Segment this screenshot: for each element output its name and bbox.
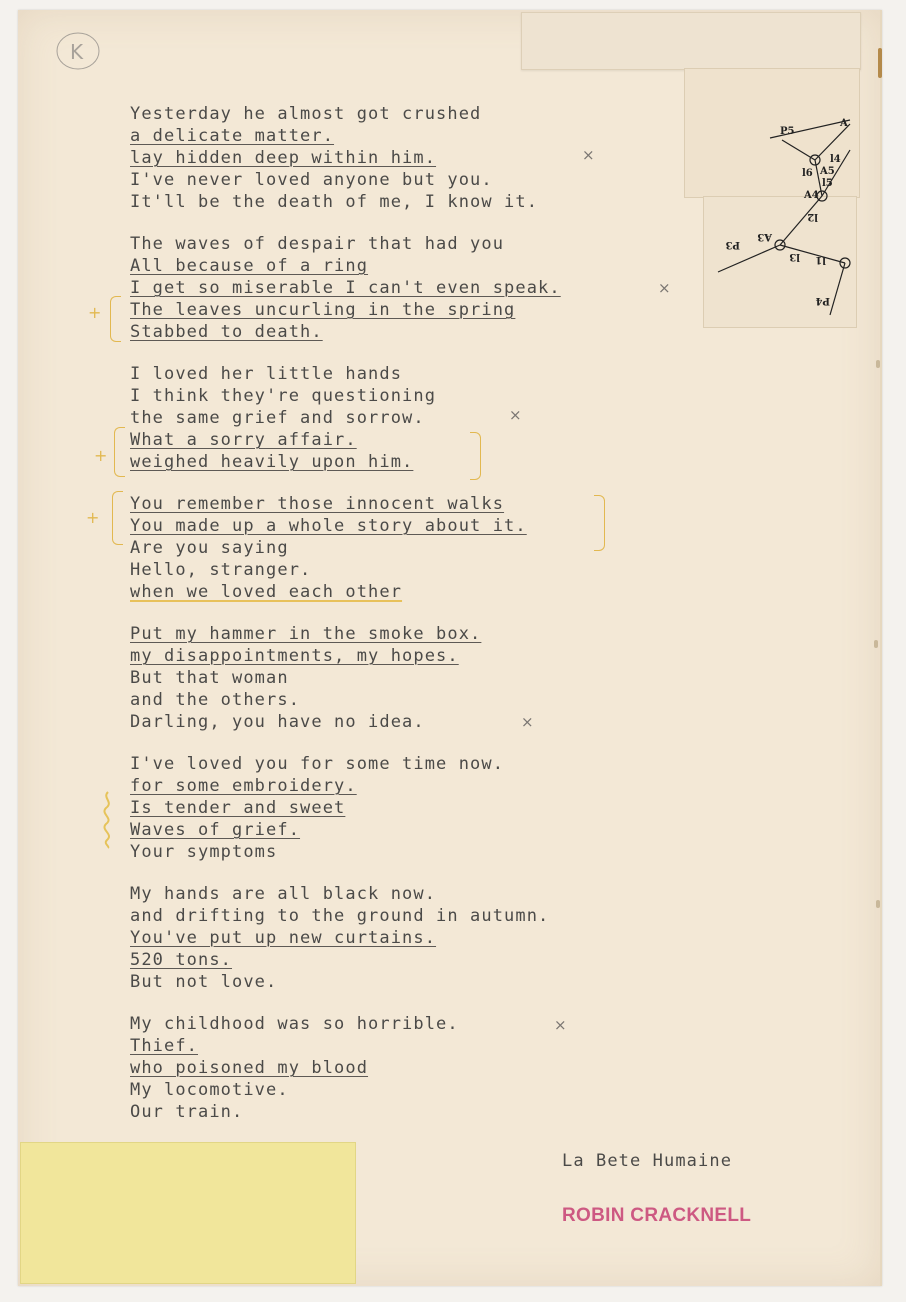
- poem-line: weighed heavily upon him.: [130, 452, 414, 472]
- highlight-bracket: [110, 296, 121, 342]
- highlight-bracket: [112, 491, 123, 545]
- handwritten-scribble: [100, 790, 116, 850]
- stanza: [130, 493, 690, 603]
- poem-line: Are you saying: [130, 538, 289, 558]
- poem-line: Our train.: [130, 1102, 244, 1122]
- masking-tape-strip: [521, 12, 861, 70]
- page-letter: K: [70, 40, 84, 64]
- poem-line: But not love.: [130, 972, 278, 992]
- poem-line: But that woman: [130, 668, 289, 688]
- poem-line: I loved her little hands: [130, 364, 403, 384]
- diagram-label: l6: [802, 168, 813, 179]
- poem-line: You remember those innocent walks: [130, 494, 505, 514]
- plus-mark: +: [94, 446, 108, 465]
- diagram-label: A: [840, 118, 848, 129]
- poem-line: a delicate matter.: [130, 126, 335, 146]
- poem-line: My hands are all black now.: [130, 884, 437, 904]
- poem-line: I've loved you for some time now.: [130, 754, 505, 774]
- poem-line: for some embroidery.: [130, 776, 357, 796]
- diagram-label: l3: [789, 251, 800, 262]
- poem-line: You made up a whole story about it.: [130, 516, 527, 536]
- highlight-bracket: [594, 495, 605, 551]
- paper-edge-tear: [876, 360, 880, 368]
- poem-line: lay hidden deep within him.: [130, 148, 437, 168]
- diagram-label: A5: [820, 166, 835, 177]
- diagram-label: l2: [807, 211, 818, 222]
- cross-mark: ×: [554, 1016, 567, 1034]
- highlight-bracket: [114, 427, 125, 477]
- poem-line: Is tender and sweet: [130, 798, 346, 818]
- page-letter-circle: [54, 30, 102, 72]
- poem-line: Put my hammer in the smoke box.: [130, 624, 482, 644]
- poem-line: What a sorry affair.: [130, 430, 357, 450]
- stanza: [130, 623, 690, 733]
- poem-body: [130, 103, 690, 1143]
- poem-title: La Bete Humaine: [562, 1151, 733, 1171]
- diagram-label: P5: [780, 126, 795, 137]
- plus-mark: +: [88, 303, 102, 322]
- poem-line: Thief.: [130, 1036, 199, 1056]
- poem-line: All because of a ring: [130, 256, 369, 276]
- poem-line: 520 tons.: [130, 950, 233, 970]
- stanza: [130, 753, 690, 863]
- cross-mark: ×: [521, 713, 534, 731]
- poem-line: You've put up new curtains.: [130, 928, 437, 948]
- sticky-note: [20, 1142, 356, 1284]
- poem-line: and drifting to the ground in autumn.: [130, 906, 550, 926]
- poem-line: My locomotive.: [130, 1080, 289, 1100]
- poem-line: my disappointments, my hopes.: [130, 646, 459, 666]
- poem-line: Darling, you have no idea.: [130, 712, 425, 732]
- poem-line: Waves of grief.: [130, 820, 301, 840]
- highlight-bracket: [470, 432, 481, 480]
- paper-edge-tear: [878, 48, 882, 78]
- diagram-label: A3: [757, 231, 772, 242]
- stanza: [130, 233, 690, 343]
- poem-line: Yesterday he almost got crushed: [130, 104, 482, 124]
- poem-line: Hello, stranger.: [130, 560, 312, 580]
- poem-line: the same grief and sorrow.: [130, 408, 425, 428]
- paper-edge-tear: [876, 900, 880, 908]
- diagram-label: l1: [815, 254, 826, 265]
- plus-mark: +: [86, 508, 100, 527]
- poem-line: The waves of despair that had you: [130, 234, 505, 254]
- poem-line: when we loved each other: [130, 582, 403, 602]
- poem-line: and the others.: [130, 690, 301, 710]
- poem-line: Stabbed to death.: [130, 322, 323, 342]
- poem-line: My childhood was so horrible.: [130, 1014, 459, 1034]
- poem-line: I've never loved anyone but you.: [130, 170, 493, 190]
- paper-edge-tear: [874, 640, 878, 648]
- poem-line: who poisoned my blood: [130, 1058, 369, 1078]
- poem-line: I think they're questioning: [130, 386, 437, 406]
- vector-diagram-clipping: [700, 110, 860, 320]
- poem-line: I get so miserable I can't even speak.: [130, 278, 561, 298]
- stanza: [130, 363, 690, 473]
- stanza: [130, 1013, 690, 1123]
- poem-line: It'll be the death of me, I know it.: [130, 192, 539, 212]
- cross-mark: ×: [509, 406, 522, 424]
- cross-mark: ×: [582, 146, 595, 164]
- poem-line: The leaves uncurling in the spring: [130, 300, 516, 320]
- diagram-label: P4: [815, 295, 830, 306]
- diagram-label: A4: [804, 190, 819, 201]
- cross-mark: ×: [658, 279, 671, 297]
- stanza: [130, 103, 690, 213]
- diagram-label: l5: [822, 178, 833, 189]
- stanza: [130, 883, 690, 993]
- poem-line: Your symptoms: [130, 842, 278, 862]
- diagram-label: l4: [830, 154, 841, 165]
- diagram-label: P3: [725, 239, 740, 250]
- author-stamp: ROBIN CRACKNELL: [562, 1205, 752, 1226]
